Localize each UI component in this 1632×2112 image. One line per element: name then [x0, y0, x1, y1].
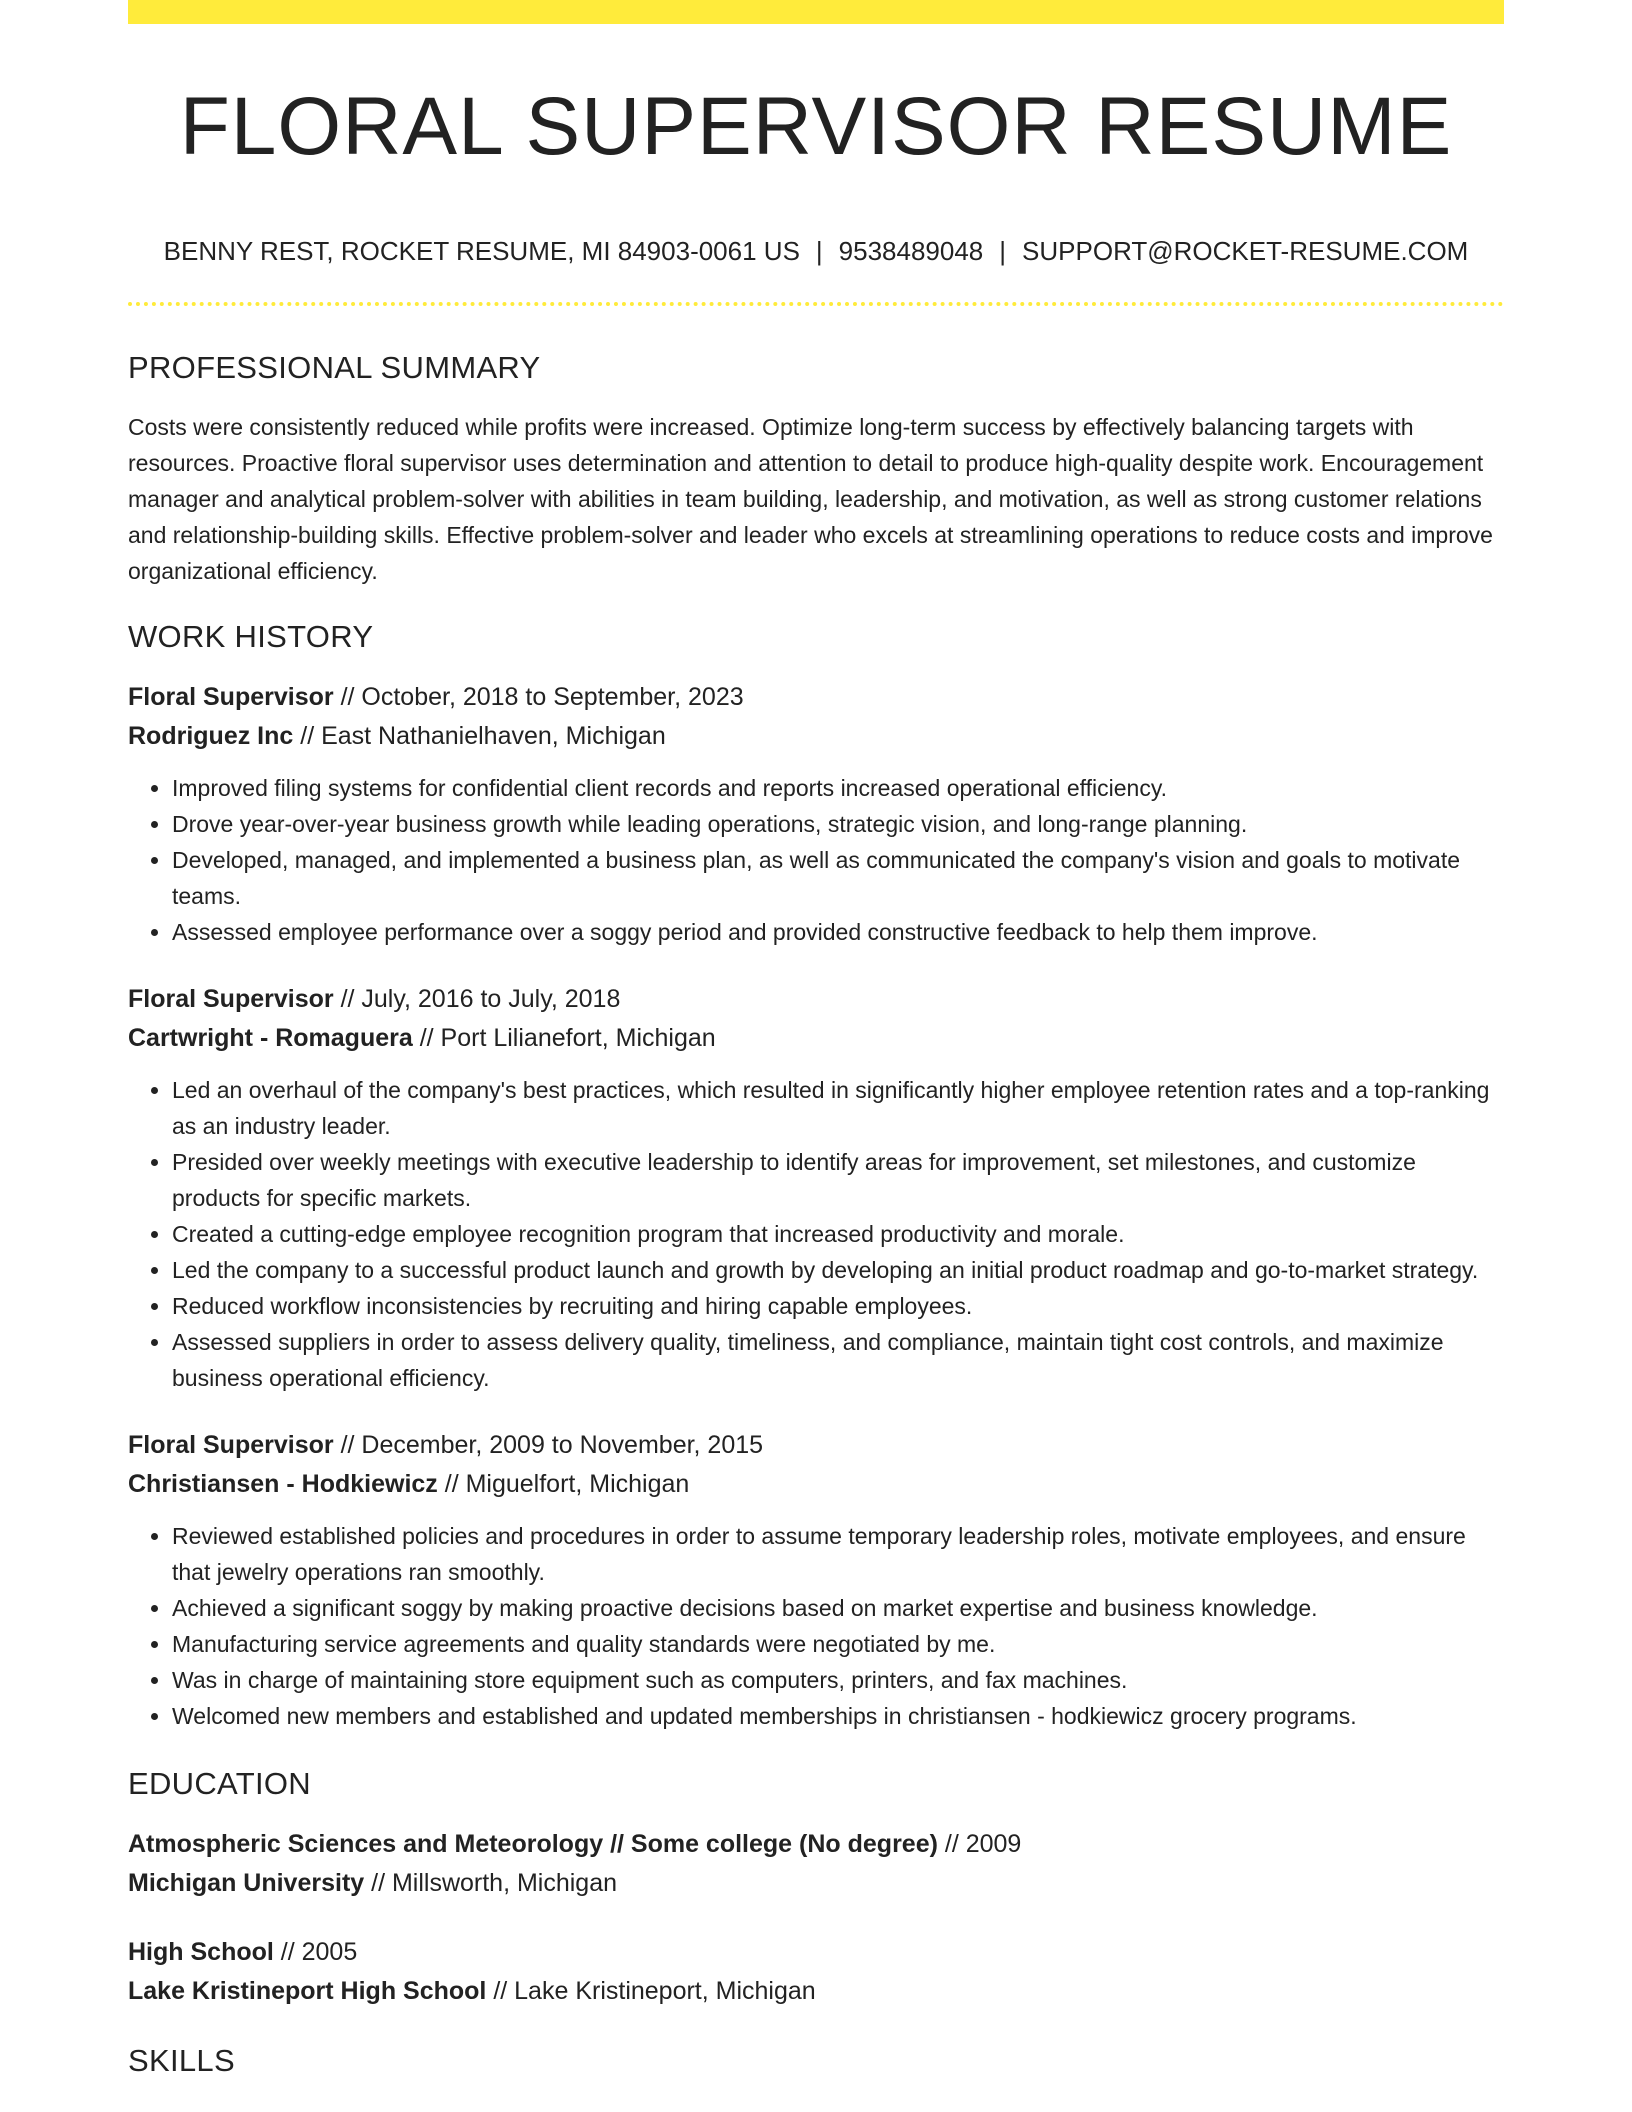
job-bullet: • Reduced workflow inconsistencies by recruiting and hiring capable employees. [172, 1288, 1504, 1324]
job-dates: // July, 2016 to July, 2018 [333, 985, 621, 1013]
education-year: // 2009 [937, 1830, 1022, 1858]
job-location: // Miguelfort, Michigan [437, 1470, 690, 1498]
job-bullet: • Achieved a significant soggy by making proactive decisions based on market expertise and business knowledge. [172, 1590, 1504, 1626]
job-dates: // October, 2018 to September, 2023 [333, 683, 744, 711]
job-company-line [128, 1465, 1504, 1504]
education-school: Michigan University [128, 1869, 365, 1897]
job-bullet: • Was in charge of maintaining store equipment such as computers, printers, and fax machines. [172, 1662, 1504, 1698]
skills-heading: SKILLS [128, 2043, 235, 2078]
job-bullets [128, 1518, 1504, 1734]
job-title-line [128, 678, 1504, 717]
job-company: Cartwright - Romaguera [128, 1024, 413, 1052]
resume-page [128, 0, 1504, 2076]
job-bullet: • Assessed employee performance over a soggy period and provided constructive feedback to help them improve. [172, 914, 1504, 950]
job-company-line [128, 717, 1504, 756]
job-bullets [128, 1072, 1504, 1396]
education-degree-line [128, 1933, 1504, 1972]
job-bullet: • Developed, managed, and implemented a business plan, as well as communicated the company's vision and goals to motivate teams. [172, 842, 1504, 914]
summary-heading: PROFESSIONAL SUMMARY [128, 350, 541, 385]
accent-top-bar [128, 0, 1504, 24]
contact-line [128, 238, 1504, 264]
job-bullet: • Assessed suppliers in order to assess delivery quality, timeliness, and compliance, maintain tight cost controls, and maximize business operational efficiency. [172, 1324, 1504, 1396]
contact-separator: | [815, 236, 823, 266]
job-company: Christiansen - Hodkiewicz [128, 1470, 438, 1498]
job-bullets [128, 770, 1504, 950]
job-company-line [128, 1019, 1504, 1058]
job-bullet: • Led an overhaul of the company's best practices, which resulted in significantly higher employee retention rates and a top-ranking as an industry leader. [172, 1072, 1504, 1144]
job-location: // East Nathanielhaven, Michigan [293, 722, 666, 750]
work-history-heading: WORK HISTORY [128, 619, 374, 654]
job-bullet: • Created a cutting-edge employee recognition program that increased productivity and morale. [172, 1216, 1504, 1252]
contact-address: BENNY REST, ROCKET RESUME, MI 84903-0061 US [163, 236, 800, 266]
education-degree-line [128, 1825, 1504, 1864]
education-entry [128, 1825, 1504, 1903]
job-role: Floral Supervisor [128, 1431, 334, 1459]
job-role: Floral Supervisor [128, 683, 334, 711]
job-title-line [128, 980, 1504, 1019]
education-school-line [128, 1864, 1504, 1903]
education-school-line [128, 1972, 1504, 2011]
summary-text: Costs were consistently reduced while profits were increased. Optimize long-term success by effectively balancing targets with resources. Proactive floral supervisor uses determination and attention to detail to produce high-quality despite work. Encouragement manager and analytical problem-solver with abilities in team building, leadership, and motivation, as well as strong customer relations and relationship-building skills. Effective problem-solver and leader who excels at streamlining operations to reduce costs and improve organizational efficiency. [128, 414, 1493, 584]
contact-email: SUPPORT@ROCKET-RESUME.COM [1022, 236, 1469, 266]
job-role: Floral Supervisor [128, 985, 334, 1013]
job-title-line [128, 1426, 1504, 1465]
job-entry [128, 1426, 1504, 1734]
education-entry [128, 1933, 1504, 2011]
contact-phone: 9538489048 [838, 236, 984, 266]
education-location: // Millsworth, Michigan [364, 1869, 618, 1897]
job-entry [128, 980, 1504, 1396]
job-bullet: • Manufacturing service agreements and quality standards were negotiated by me. [172, 1626, 1504, 1662]
job-entry [128, 678, 1504, 950]
education-degree: High School [128, 1938, 274, 1966]
job-location: // Port Lilianefort, Michigan [412, 1024, 716, 1052]
education-degree: Atmospheric Sciences and Meteorology // Some college (No degree) [128, 1830, 938, 1858]
job-bullet: • Presided over weekly meetings with executive leadership to identify areas for improvement, set milestones, and customize products for specific markets. [172, 1144, 1504, 1216]
job-company: Rodriguez Inc [128, 722, 294, 750]
job-dates: // December, 2009 to November, 2015 [333, 1431, 764, 1459]
dotted-divider [128, 302, 1504, 306]
education-school: Lake Kristineport High School [128, 1977, 487, 2005]
education-year: // 2005 [273, 1938, 358, 1966]
job-bullet: • Drove year-over-year business growth while leading operations, strategic vision, and long-range planning. [172, 806, 1504, 842]
job-bullet: • Reviewed established policies and procedures in order to assume temporary leadership roles, motivate employees, and ensure that jewelry operations ran smoothly. [172, 1518, 1504, 1590]
job-bullet: • Led the company to a successful product launch and growth by developing an initial product roadmap and go-to-market strategy. [172, 1252, 1504, 1288]
education-location: // Lake Kristineport, Michigan [486, 1977, 816, 2005]
job-bullet: • Improved filing systems for confidential client records and reports increased operational efficiency. [172, 770, 1504, 806]
job-bullet: • Welcomed new members and established and updated memberships in christiansen - hodkiewicz grocery programs. [172, 1698, 1504, 1734]
contact-separator: | [999, 236, 1007, 266]
education-heading: EDUCATION [128, 1766, 311, 1801]
page-title: FLORAL SUPERVISOR RESUME [179, 81, 1453, 172]
